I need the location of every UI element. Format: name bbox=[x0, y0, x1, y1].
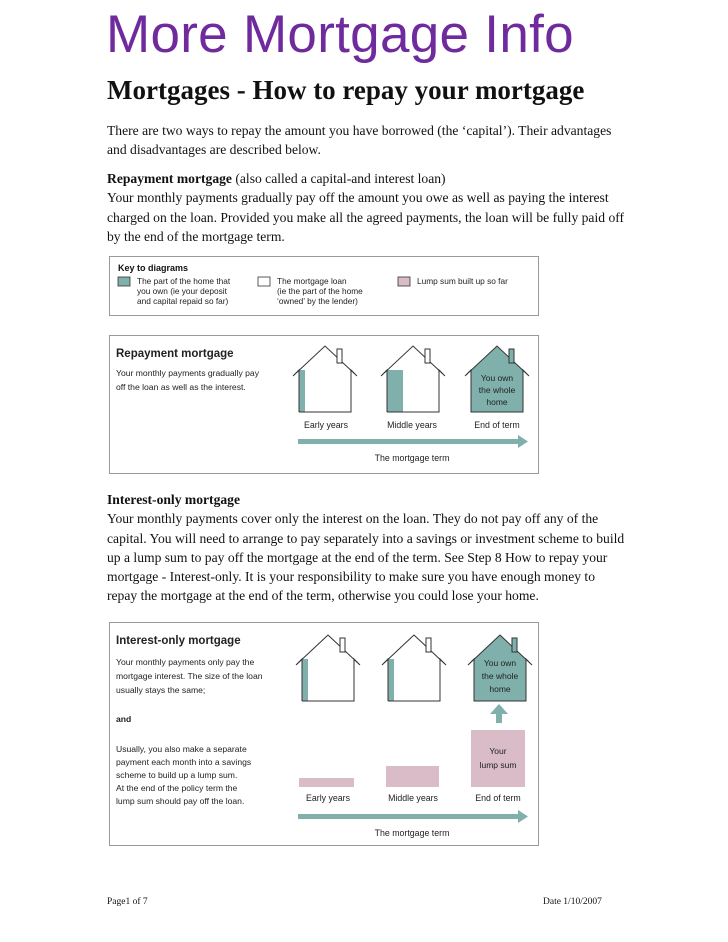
key-item1-line1: The part of the home that bbox=[137, 276, 231, 286]
diagram1-label-early: Early years bbox=[304, 420, 348, 430]
interest-only-body: Your monthly payments cover only the interest on the loan. They do not pay off any of the capital. You will need to arrange to pay separately into a savings or investment scheme to build up a lump sum to pay off the mortgage at the end of the term. See Step 8 How to repay your mortgage - Interest-only. It is your responsibility to make sure you have enough money to repay the mortgage at the end of the term, otherwise you could lose your home. bbox=[107, 511, 625, 604]
house-early-years bbox=[293, 346, 357, 412]
page-title: Mortgages - How to repay your mortgage bbox=[107, 75, 585, 105]
diagram1-label-end: End of term bbox=[474, 420, 520, 430]
interest-only-diagram bbox=[109, 622, 539, 846]
diagram2-and: and bbox=[116, 714, 132, 724]
lump-bar-end bbox=[471, 730, 525, 787]
diagram2-label-end: End of term bbox=[475, 793, 521, 803]
diagram1-desc-line1: Your monthly payments gradually pay bbox=[116, 368, 259, 378]
diagram2-lump-line1: Your bbox=[489, 746, 507, 756]
key-item1-line2: you own (ie your deposit bbox=[137, 286, 227, 296]
diagram2-desc2-line5: lump sum should pay off the loan. bbox=[116, 796, 245, 806]
diagram2-own-line1: You own bbox=[483, 658, 517, 668]
key-lump-swatch bbox=[398, 277, 410, 286]
diagram1-title: Repayment mortgage bbox=[116, 348, 234, 360]
repayment-body: Your monthly payments gradually pay off the amount you owe as well as paying the interest charged on the loan. Provided you make all the agreed payments, the loan will be fully paid off by the end of the mortgage term. bbox=[107, 190, 625, 244]
key-own-swatch bbox=[118, 277, 130, 286]
key-loan-swatch bbox=[258, 277, 270, 286]
house-middle-years bbox=[381, 346, 445, 412]
diagram2-desc1-line1: Your monthly payments only pay the bbox=[116, 657, 255, 667]
repayment-aside: (also called a capital-and interest loan) bbox=[235, 171, 446, 186]
diagram2-label-early: Early years bbox=[306, 793, 350, 803]
intro-paragraph: There are two ways to repay the amount you have borrowed (the ‘capital’). Their advantages and disadvantages are described below. bbox=[107, 123, 612, 158]
diagram2-term-label: The mortgage term bbox=[374, 828, 450, 838]
house2-early-years bbox=[296, 635, 360, 701]
house-end-of-term bbox=[465, 346, 529, 412]
repayment-diagram bbox=[109, 335, 539, 474]
diagram2-desc1-line2: mortgage interest. The size of the loan bbox=[116, 671, 263, 681]
diagram2-lump-line2: lump sum bbox=[479, 760, 517, 770]
interest-only-heading: Interest-only mortgage bbox=[107, 492, 241, 507]
brand-title: More Mortgage Info bbox=[106, 5, 574, 64]
diagram1-own-line3: home bbox=[486, 397, 508, 407]
repayment-diagram-svg bbox=[110, 336, 538, 473]
diagram1-label-middle: Middle years bbox=[387, 420, 437, 430]
diagram1-term-label: The mortgage term bbox=[374, 453, 450, 463]
diagram2-term-arrow bbox=[298, 810, 528, 823]
diagram2-title: Interest-only mortgage bbox=[116, 635, 241, 647]
key-item2-line3: ‘owned’ by the lender) bbox=[277, 296, 358, 306]
up-arrow-icon bbox=[490, 704, 508, 723]
diagram1-own-line2: the whole bbox=[478, 385, 516, 395]
lump-bar-early bbox=[299, 778, 354, 787]
key-item1-line3: and capital repaid so far) bbox=[137, 296, 229, 306]
key-item2-line2: (ie the part of the home bbox=[277, 286, 363, 296]
repayment-heading: Repayment mortgage bbox=[107, 171, 232, 186]
diagram2-own-line3: home bbox=[489, 684, 511, 694]
key-diagram-box bbox=[109, 256, 539, 316]
lump-bar-middle bbox=[386, 766, 439, 787]
diagram2-desc1-line3: usually stays the same; bbox=[116, 685, 206, 695]
key-item3: Lump sum built up so far bbox=[417, 276, 508, 286]
diagram2-desc2-line3: scheme to build up a lump sum. bbox=[116, 770, 238, 780]
diagram1-term-arrow bbox=[298, 435, 528, 448]
interest-only-diagram-svg bbox=[110, 623, 538, 845]
house2-middle-years bbox=[382, 635, 446, 701]
diagram2-own-line2: the whole bbox=[481, 671, 519, 681]
key-item2-line1: The mortgage loan bbox=[277, 276, 347, 286]
diagram2-label-middle: Middle years bbox=[388, 793, 438, 803]
footer-page: Page1 of 7 bbox=[107, 897, 148, 907]
diagram2-desc2-line1: Usually, you also make a separate bbox=[116, 744, 247, 754]
interest-only-section bbox=[107, 490, 627, 606]
repayment-section bbox=[107, 169, 627, 246]
diagram2-desc2-line2: payment each month into a savings bbox=[116, 757, 252, 767]
diagram2-desc2-line4: At the end of the policy term the bbox=[116, 783, 238, 793]
footer-date: Date 1/10/2007 bbox=[543, 897, 602, 907]
house2-end-of-term bbox=[468, 635, 532, 701]
diagram1-desc-line2: off the loan as well as the interest. bbox=[116, 382, 246, 392]
key-title: Key to diagrams bbox=[118, 263, 189, 273]
key-svg bbox=[110, 257, 538, 315]
diagram1-own-line1: You own bbox=[480, 373, 514, 383]
